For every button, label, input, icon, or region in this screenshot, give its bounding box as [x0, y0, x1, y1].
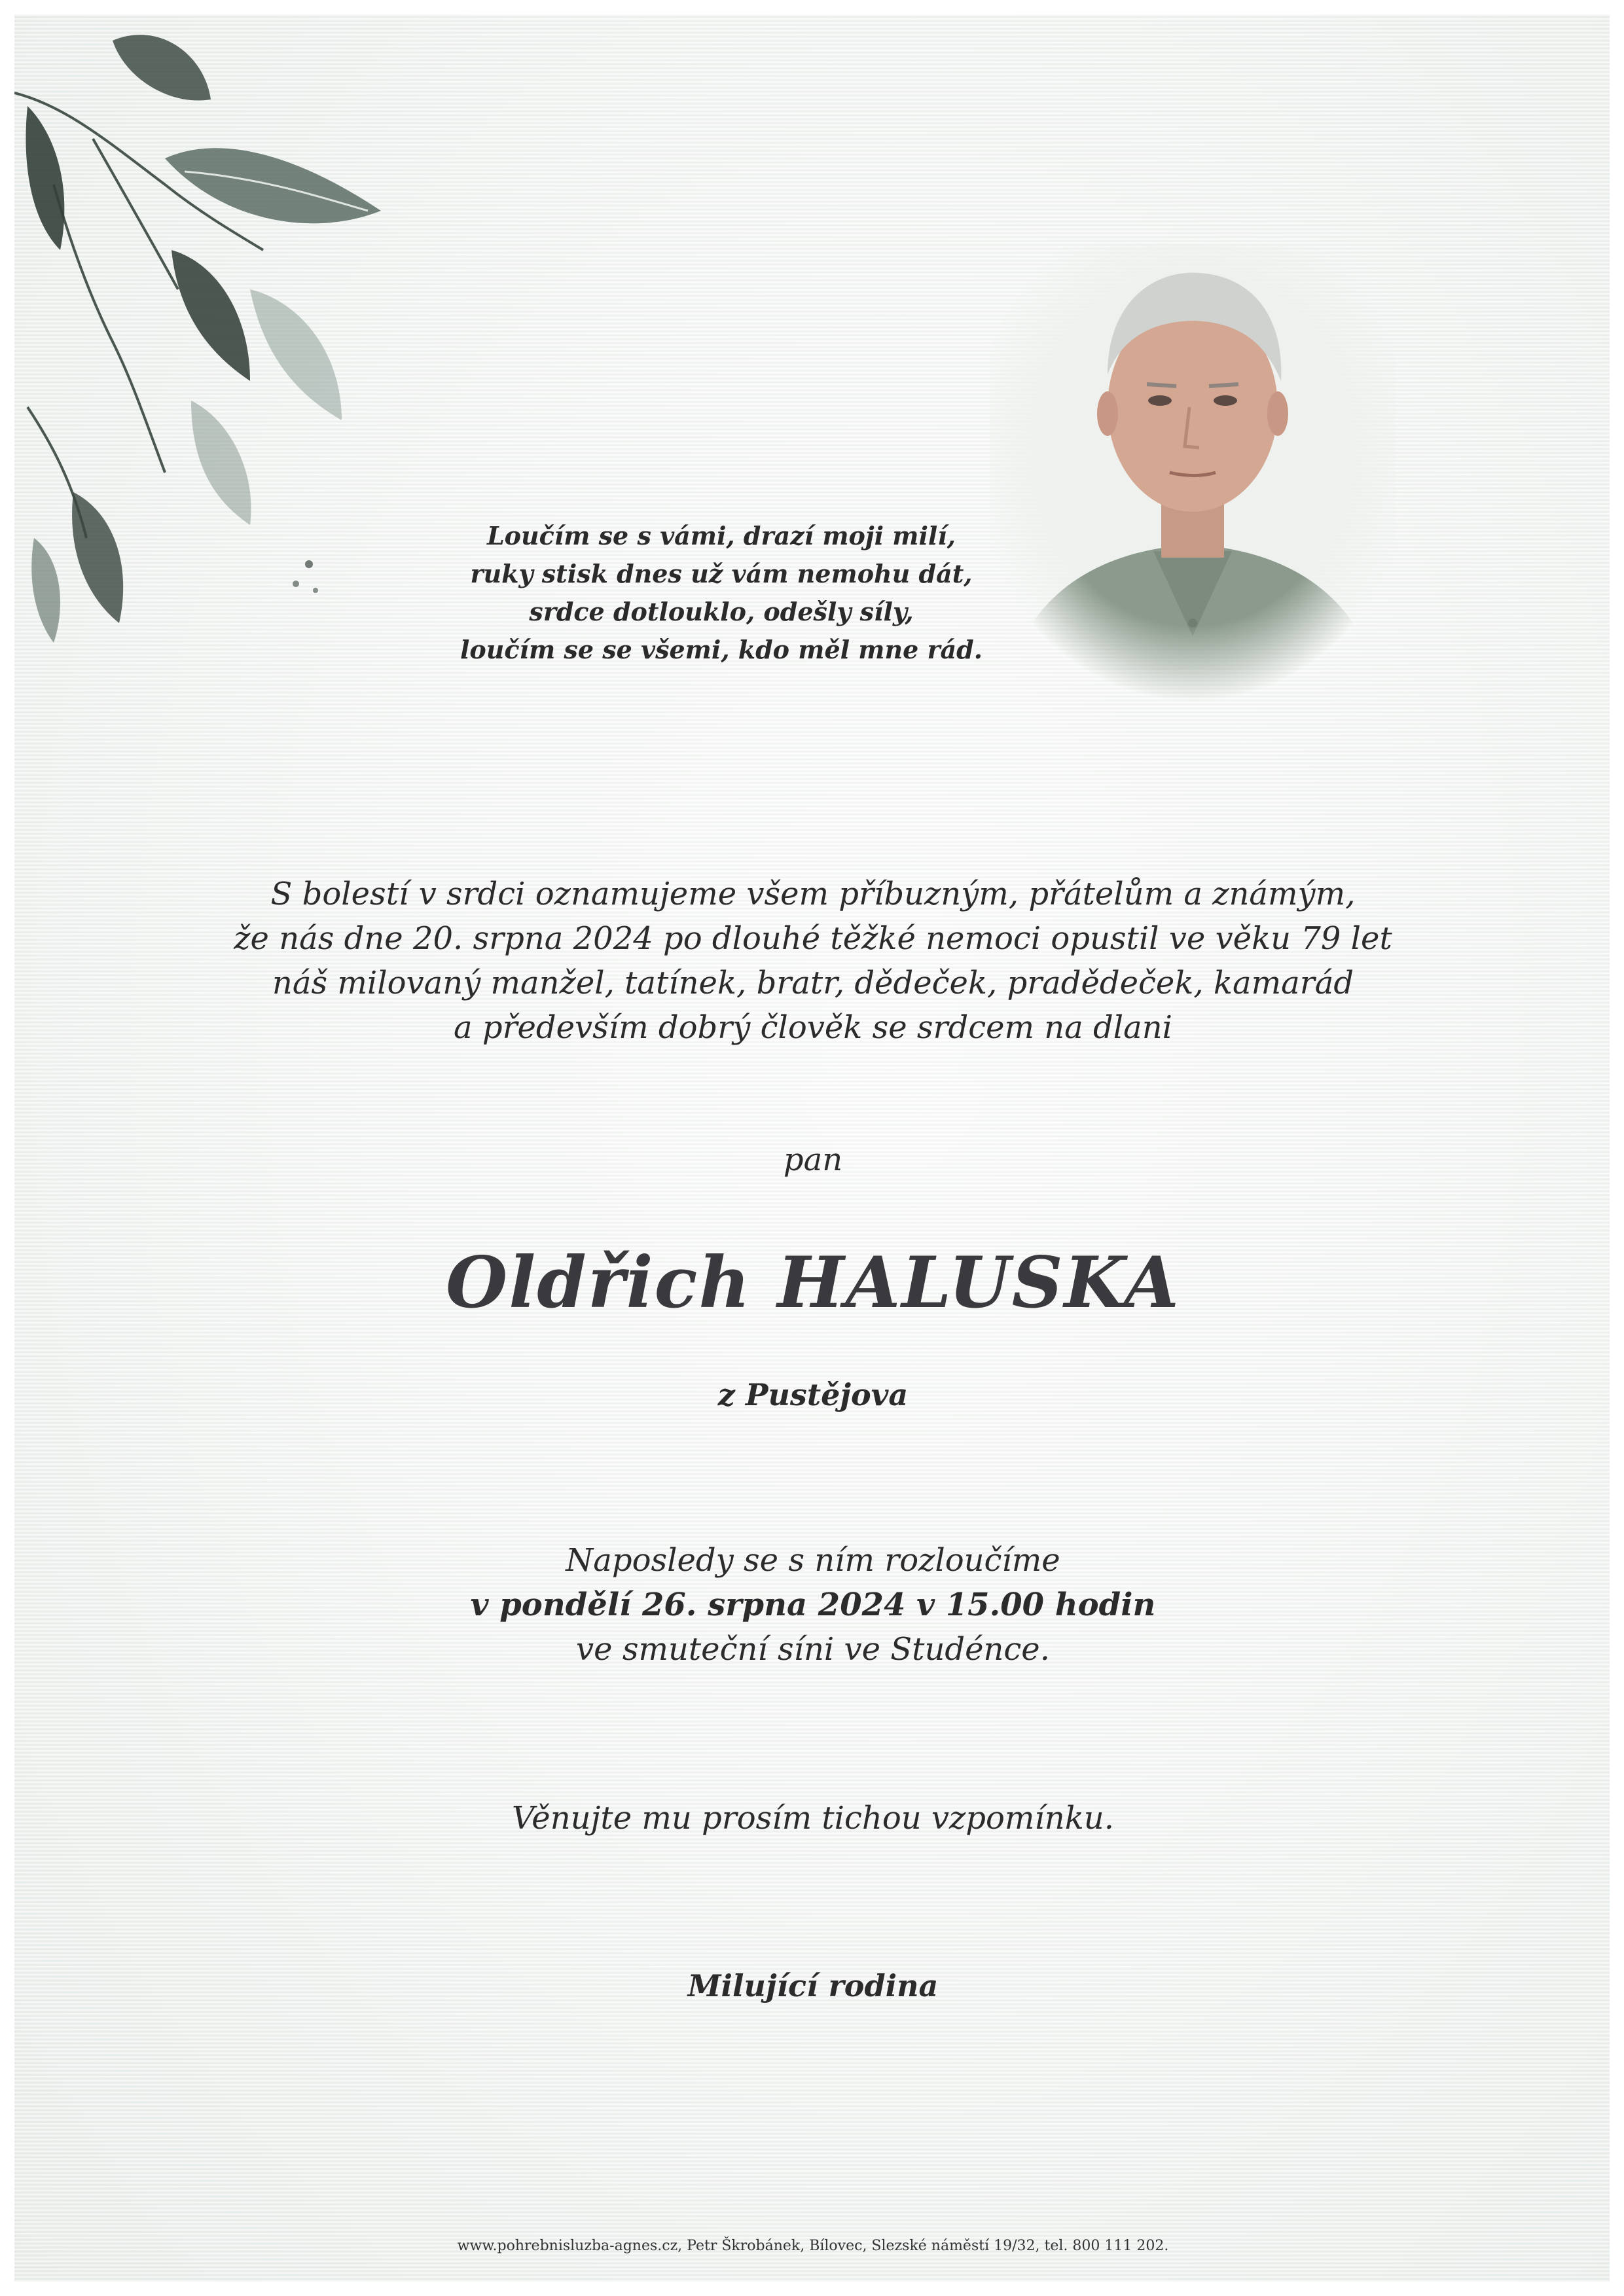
- death-announcement: [113, 872, 1513, 1050]
- funeral-date-time: v pondělí 26. srpna 2024 v 15.00 hodin: [470, 1587, 1156, 1623]
- announcement-line: S bolestí v srdci oznamujeme všem příbuzným, přátelům a známým,: [270, 876, 1356, 912]
- announcement-line: že nás dne 20. srpna 2024 po dlouhé těžké nemoci opustil ve věku 79 let: [234, 920, 1392, 957]
- poem-line: Loučím se s vámi, drazí moji milí,: [486, 521, 956, 550]
- funeral-location: ve smuteční síni ve Studénce.: [576, 1631, 1050, 1668]
- remembrance-request: Věnujte mu prosím tichou vzpomínku.: [512, 1800, 1114, 1837]
- farewell-poem: [433, 517, 1009, 669]
- deceased-name: Oldřich HALUSKA: [446, 1242, 1180, 1324]
- poem-line: srdce dotlouklo, odešly síly,: [529, 597, 914, 626]
- funeral-service-footer: www.pohrebnisluzba-agnes.cz, Petr Škrobánek, Bílovec, Slezské náměstí 19/32, tel. 800 111 202.: [457, 2238, 1169, 2254]
- announcement-line: náš milovaný manžel, tatínek, bratr, dědeček, pradědeček, kamarád: [272, 965, 1354, 1001]
- paper-background: [14, 14, 1610, 2282]
- deceased-origin: z Pustějova: [717, 1377, 909, 1412]
- funeral-details: [113, 1538, 1513, 1672]
- poem-line: loučím se se všemi, kdo měl mne rád.: [460, 635, 983, 664]
- leaf-branch-decoration: [14, 14, 407, 675]
- family-signature: Milující rodina: [687, 1968, 939, 2003]
- portrait-photo: [990, 243, 1396, 702]
- funeral-intro: Naposledy se s ním rozloučíme: [566, 1542, 1060, 1579]
- announcement-line: a především dobrý člověk se srdcem na dlani: [453, 1009, 1173, 1046]
- poem-line: ruky stisk dnes už vám nemohu dát,: [470, 559, 973, 588]
- salutation: pan: [783, 1141, 843, 1178]
